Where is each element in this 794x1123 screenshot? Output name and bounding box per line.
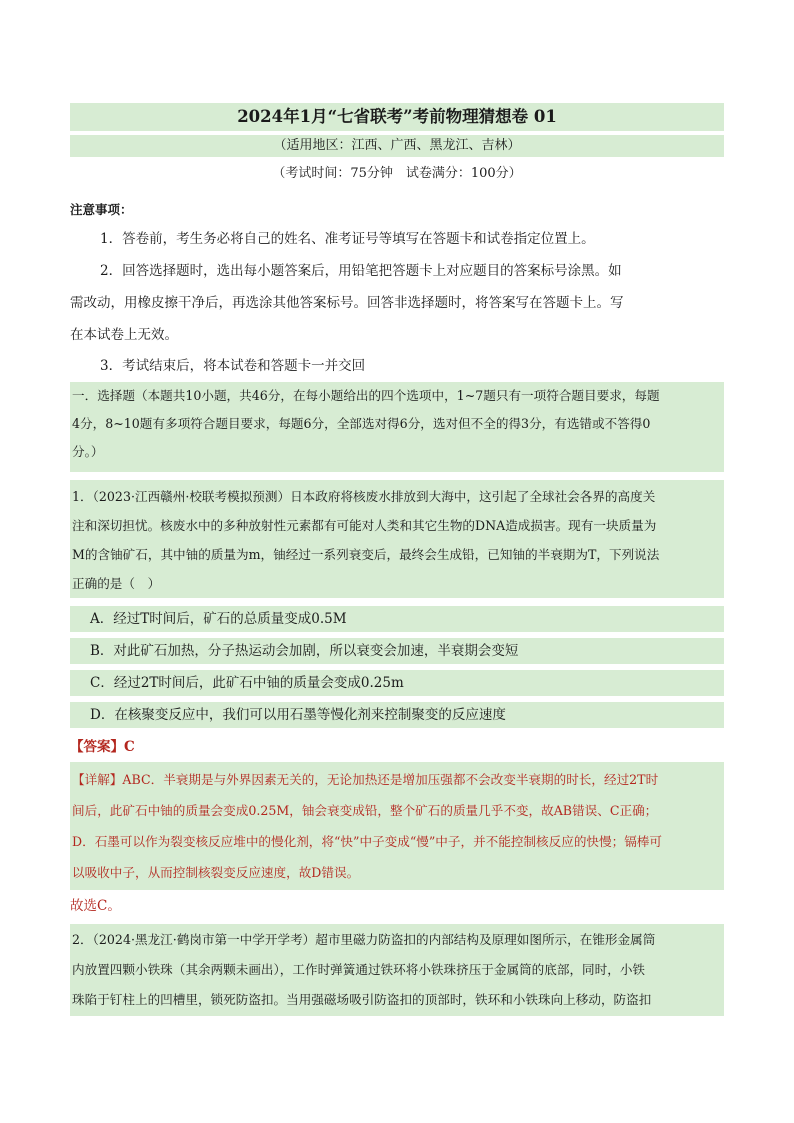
question-1-detail-line1: 【详解】ABC．半衰期是与外界因素无关的，无论加热还是增加压强都不会改变半衰期的时长，经过2T时 <box>72 772 659 787</box>
notice-item-2-line3: 在本试卷上无效。 <box>70 327 178 343</box>
notice-heading: 注意事项： <box>70 202 133 217</box>
notice-item-2-line2: 需改动，用橡皮擦干净后，再选涂其他答案标号。回答非选择题时，将答案写在答题卡上。写 <box>70 295 624 311</box>
question-1-detail <box>70 762 724 890</box>
question-2-stem <box>70 924 724 1016</box>
question-1-detail-line4: 以吸收中子，从而控制核裂变反应速度，故D错误。 <box>72 865 360 880</box>
section-instructions-line1: 一．选择题（本题共10小题，共46分，在每小题给出的四个选项中，1~7题只有一项符合题目要求，每题 <box>72 388 660 403</box>
section-instructions-line3: 分。） <box>72 444 104 459</box>
notice-item-2-line1: 2．回答选择题时，选出每小题答案后，用铅笔把答题卡上对应题目的答案标号涂黑。如 <box>100 263 622 279</box>
question-1-conclusion: 故选C。 <box>70 898 121 914</box>
section-instructions-line2: 4分，8~10题有多项符合题目要求，每题6分，全部选对得6分，选对但不全的得3分，有选错或不答得0 <box>72 416 651 431</box>
question-2-line2: 内放置四颗小铁珠（其余两颗未画出），工作时弹簧通过铁环将小铁珠挤压于金属筒的底部，同时，小铁 <box>72 962 646 977</box>
question-2-line3: 珠陷于钉柱上的凹槽里，锁死防盗扣。当用强磁场吸引防盗扣的顶部时，铁环和小铁珠向上移动，防盗扣 <box>72 992 652 1007</box>
exam-time-info: （考试时间：75分钟 试卷满分：100分） <box>272 166 522 181</box>
question-1-stem <box>70 480 724 598</box>
page-title: 2024年1月“七省联考”考前物理猜想卷 01 <box>70 103 724 131</box>
question-1-option-a: A．经过T时间后，矿石的总质量变成0.5M <box>70 606 724 632</box>
question-1-option-d: D．在核聚变反应中，我们可以用石墨等慢化剂来控制聚变的反应速度 <box>70 702 724 728</box>
question-1-detail-line2: 间后，此矿石中铀的质量会变成0.25M，铀会衰变成铅，整个矿石的质量几乎不变，故AB错误、C正确； <box>72 803 658 818</box>
question-2-line1: 2．（2024·黑龙江·鹤岗市第一中学开学考）超市里磁力防盗扣的内部结构及原理如图所示，在锥形金属筒 <box>72 932 656 947</box>
applicable-regions: （适用地区：江西、广西、黑龙江、吉林） <box>70 135 724 157</box>
question-1-line4: 正确的是（ ） <box>72 576 161 591</box>
question-1-line1: 1．（2023·江西赣州·校联考模拟预测）日本政府将核废水排放到大海中，这引起了全球社会各界的高度关 <box>72 489 656 504</box>
question-1-answer: 【答案】C <box>70 739 135 755</box>
question-1-detail-line3: D．石墨可以作为裂变核反应堆中的慢化剂，将“快”中子变成“慢”中子，并不能控制核反应的快慢；镉棒可 <box>72 834 662 849</box>
section-instructions <box>70 382 724 472</box>
question-1-option-c: C．经过2T时间后，此矿石中铀的质量会变成0.25m <box>70 670 724 696</box>
notice-item-1: 1．答卷前，考生务必将自己的姓名、准考证号等填写在答题卡和试卷指定位置上。 <box>100 231 595 247</box>
question-1-line2: 注和深切担忧。核废水中的多种放射性元素都有可能对人类和其它生物的DNA造成损害。现有一块质量为 <box>72 518 657 533</box>
question-1-option-b: B．对此矿石加热，分子热运动会加剧，所以衰变会加速，半衰期会变短 <box>70 638 724 664</box>
notice-item-3: 3．考试结束后，将本试卷和答题卡一并交回 <box>100 358 366 374</box>
question-1-line3: M的含铀矿石，其中铀的质量为m，铀经过一系列衰变后，最终会生成铅，已知铀的半衰期为T，下列说法 <box>72 547 660 562</box>
